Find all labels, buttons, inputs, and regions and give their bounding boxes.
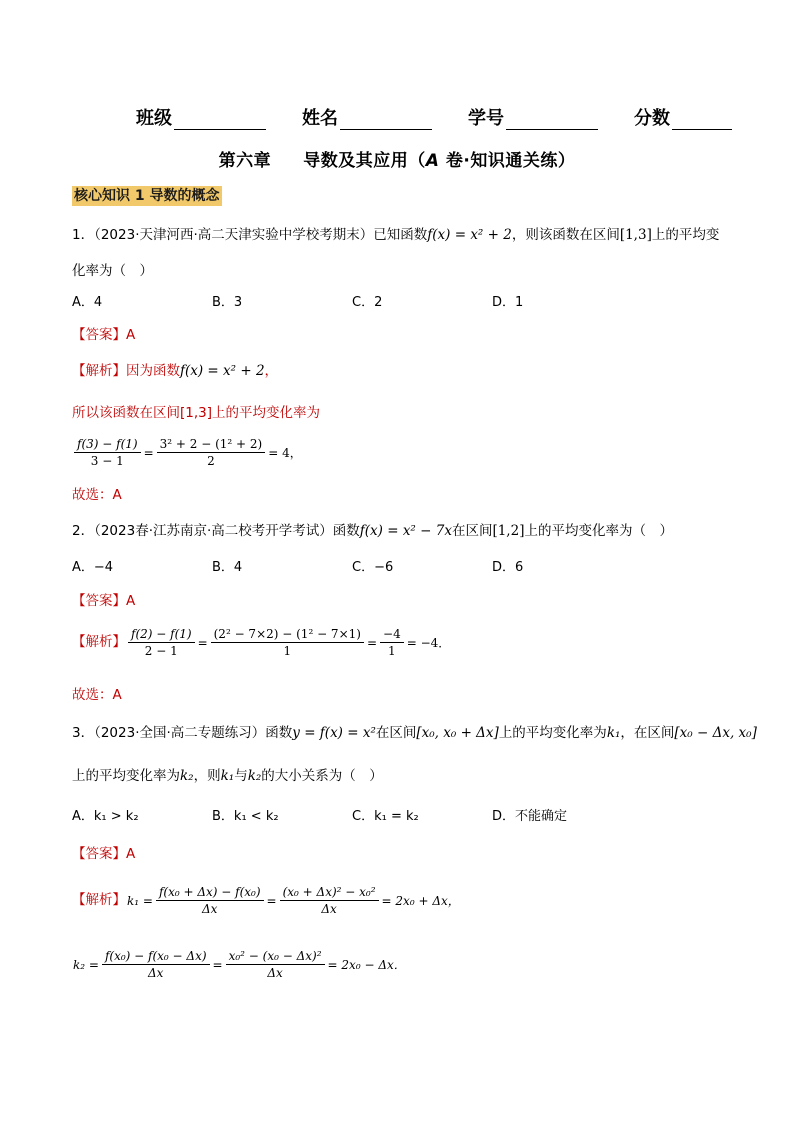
answer-value: A — [126, 593, 136, 609]
fraction — [128, 626, 195, 659]
q1-option-b[interactable]: B．3 — [212, 295, 243, 310]
fraction-denominator: 1 — [388, 644, 396, 658]
q2-function: f(x) = x² − 7x — [359, 523, 452, 539]
analysis-tag: 【解析】 — [72, 363, 126, 379]
score-field — [634, 104, 732, 130]
q1-analysis-line2: 所以该函数在区间[1,3]上的平均变化率为 — [72, 405, 321, 421]
analysis-text: ， — [264, 363, 279, 379]
analysis-text: 因为函数 — [126, 363, 180, 379]
q3-answer — [72, 843, 135, 865]
q3-stem-part: 的大小关系为（ ） — [261, 768, 383, 784]
answer-value: A — [126, 846, 136, 862]
fraction-denominator: 3 − 1 — [90, 454, 124, 468]
q3-option-d[interactable]: D．不能确定 — [492, 809, 568, 824]
q1-option-d[interactable]: D．1 — [492, 295, 524, 310]
q3-k2: k₂ — [180, 768, 194, 784]
fraction-denominator: Δx — [267, 966, 283, 980]
chapter-label: 第六章 — [218, 151, 272, 171]
q3-k1: k₁ — [606, 725, 621, 741]
section-badge: 核心知识 1 导数的概念 — [74, 188, 220, 204]
question-3-stem — [72, 722, 757, 744]
name-label: 姓名 — [302, 108, 338, 129]
equation-result: = 4， — [268, 445, 302, 460]
q3-function: y = f(x) = x² — [292, 725, 376, 741]
fraction-numerator: (x₀ + Δx)² − x₀² — [280, 884, 379, 901]
fraction-denominator: 2 − 1 — [144, 644, 178, 658]
fraction-numerator: f(2) − f(1) — [128, 626, 195, 643]
page-title — [0, 146, 794, 171]
title-volume: A — [425, 151, 440, 171]
q2-stem-part: 上的平均变化率为（ ） — [524, 523, 673, 539]
fraction — [74, 436, 141, 469]
q3-option-b[interactable]: B．k₁ < k₂ — [212, 809, 279, 824]
fraction-numerator: −4 — [380, 626, 404, 643]
id-field — [468, 104, 598, 130]
equation-result: = −4． — [406, 635, 451, 650]
fraction-numerator: 3² + 2 − (1² + 2) — [157, 436, 266, 453]
question-1-options — [72, 292, 632, 314]
q3-interval-2: [x₀ − Δx, x₀] — [674, 725, 757, 741]
q3-option-c[interactable]: C．k₁ = k₂ — [352, 809, 419, 824]
fraction — [102, 948, 210, 981]
q3-interval-1: [x₀, x₀ + Δx] — [416, 725, 499, 741]
q3-option-a[interactable]: A．k₁ > k₂ — [72, 809, 139, 824]
fraction-numerator: f(x₀ + Δx) − f(x₀) — [156, 884, 264, 901]
q3-k2: k₂ — [247, 768, 262, 784]
fraction-denominator: Δx — [321, 902, 337, 916]
q3-stem-part: ，在区间 — [620, 725, 675, 741]
q1-interval: [1,3] — [619, 227, 652, 243]
q2-interval: [1,2] — [492, 523, 525, 539]
class-field — [136, 104, 266, 130]
q2-choose: 故选：A — [72, 687, 122, 703]
q3-stem-part: 上的平均变化率为 — [72, 768, 180, 784]
q2-stem-part: 2．（2023春·江苏南京·高二校考开学考试）函数 — [72, 523, 360, 539]
q3-stem-part: 3．（2023·全国·高二专题练习）函数 — [72, 725, 293, 741]
q2-option-d[interactable]: D．6 — [492, 560, 524, 575]
equation-result: = 2x₀ + Δx， — [381, 893, 460, 908]
class-label: 班级 — [136, 108, 172, 129]
q2-analysis-equation: 【解析】 $\frac{f(2) - f(1)}{2 - 1}$ = $\frac{\text{(2² − 7×2) − (1² − 7×1)}}{1}$ = $\frac{-4}{1}$ = −4． — [72, 627, 451, 658]
name-field — [302, 104, 432, 130]
question-3-stem-cont — [72, 765, 383, 787]
answer-value: A — [126, 327, 136, 343]
analysis-tag: 【解析】 — [72, 634, 126, 650]
score-blank[interactable] — [672, 109, 732, 130]
id-label: 学号 — [468, 108, 504, 129]
q2-option-c[interactable]: C．−6 — [352, 560, 394, 575]
fraction — [226, 948, 325, 981]
answer-tag: 【答案】 — [72, 846, 126, 862]
q1-option-c[interactable]: C．2 — [352, 295, 383, 310]
question-2-options — [72, 557, 632, 579]
q3-analysis-k1: 【解析】k₁ = $\frac{\text{f(x₀ + Δx) − f(x₀)}}{\Delta x}$ = $\frac{\text{(x₀ + Δx)² − x₀²}}{\Delta x}$ = 2x₀ + Δx， — [72, 885, 460, 916]
fraction — [280, 884, 379, 917]
q1-analysis-equation: $\frac{f(3) - f(1)}{3 - 1}$ = $\frac{\text{3² + 2 − (1² + 2)}}{2}$ = 4， — [72, 436, 303, 469]
q2-answer — [72, 590, 135, 612]
title-main: 导数及其应用（ — [303, 151, 426, 171]
q2-option-a[interactable]: A．−4 — [72, 560, 114, 575]
name-blank[interactable] — [340, 109, 432, 130]
question-2-stem — [72, 520, 732, 542]
q1-stem-part: ，则该函数在区间 — [511, 227, 620, 243]
fraction-numerator: f(x₀) − f(x₀ − Δx) — [102, 948, 210, 965]
answer-tag: 【答案】 — [72, 593, 126, 609]
q1-stem-part: 1．（2023·天津河西·高二天津实验中学校考期末）已知函数 — [72, 227, 428, 243]
fraction — [380, 626, 404, 659]
fraction-denominator: 1 — [283, 644, 292, 658]
question-3-options — [72, 806, 632, 828]
fraction-denominator: 2 — [207, 454, 215, 468]
q1-option-a[interactable]: A．4 — [72, 295, 103, 310]
fraction — [156, 884, 264, 917]
q2-option-b[interactable]: B．4 — [212, 560, 243, 575]
equation-lhs: k₁ = — [127, 893, 153, 908]
q3-stem-part: 上的平均变化率为 — [498, 725, 607, 741]
q3-stem-part: 与 — [234, 768, 248, 784]
fraction — [211, 626, 364, 659]
q2-stem-part: 在区间 — [451, 523, 493, 539]
class-blank[interactable] — [174, 109, 266, 130]
equation-lhs: k₂ = — [73, 957, 99, 972]
fraction-numerator: f(3) − f(1) — [74, 436, 141, 453]
q1-choose: 故选：A — [72, 487, 122, 503]
fraction — [157, 436, 266, 469]
analysis-tag: 【解析】 — [72, 892, 126, 908]
q3-stem-part: ，则 — [193, 768, 221, 784]
q1-stem-part: 上的平均变 — [651, 227, 720, 243]
answer-tag: 【答案】 — [72, 327, 126, 343]
equation-result: = 2x₀ − Δx． — [327, 957, 406, 972]
title-rest: 卷·知识通关练） — [439, 151, 576, 171]
q3-stem-part: 在区间 — [375, 725, 417, 741]
q1-analysis-line1 — [72, 360, 278, 382]
q3-analysis-k2: k₂ = $\frac{\text{f(x₀) − f(x₀ − Δx)}}{\Delta x}$ = $\frac{\text{x₀² − (x₀ − Δx)²}}{\Delta x}$ = 2x₀ − Δx． — [73, 949, 406, 980]
analysis-function: f(x) = x² + 2 — [180, 363, 265, 379]
fraction-denominator: Δx — [148, 966, 164, 980]
fraction-denominator: Δx — [202, 902, 218, 916]
q1-answer — [72, 324, 135, 346]
score-label: 分数 — [634, 108, 670, 129]
q3-k1: k₁ — [220, 768, 235, 784]
question-1-stem — [72, 224, 732, 246]
q1-function: f(x) = x² + 2 — [427, 227, 512, 243]
fraction-numerator: x₀² − (x₀ − Δx)² — [226, 948, 325, 965]
student-info-header — [136, 104, 736, 130]
fraction-numerator: (2² − 7×2) − (1² − 7×1) — [211, 626, 364, 643]
question-1-stem-cont: 化率为（ ） — [72, 263, 153, 279]
id-blank[interactable] — [506, 109, 598, 130]
